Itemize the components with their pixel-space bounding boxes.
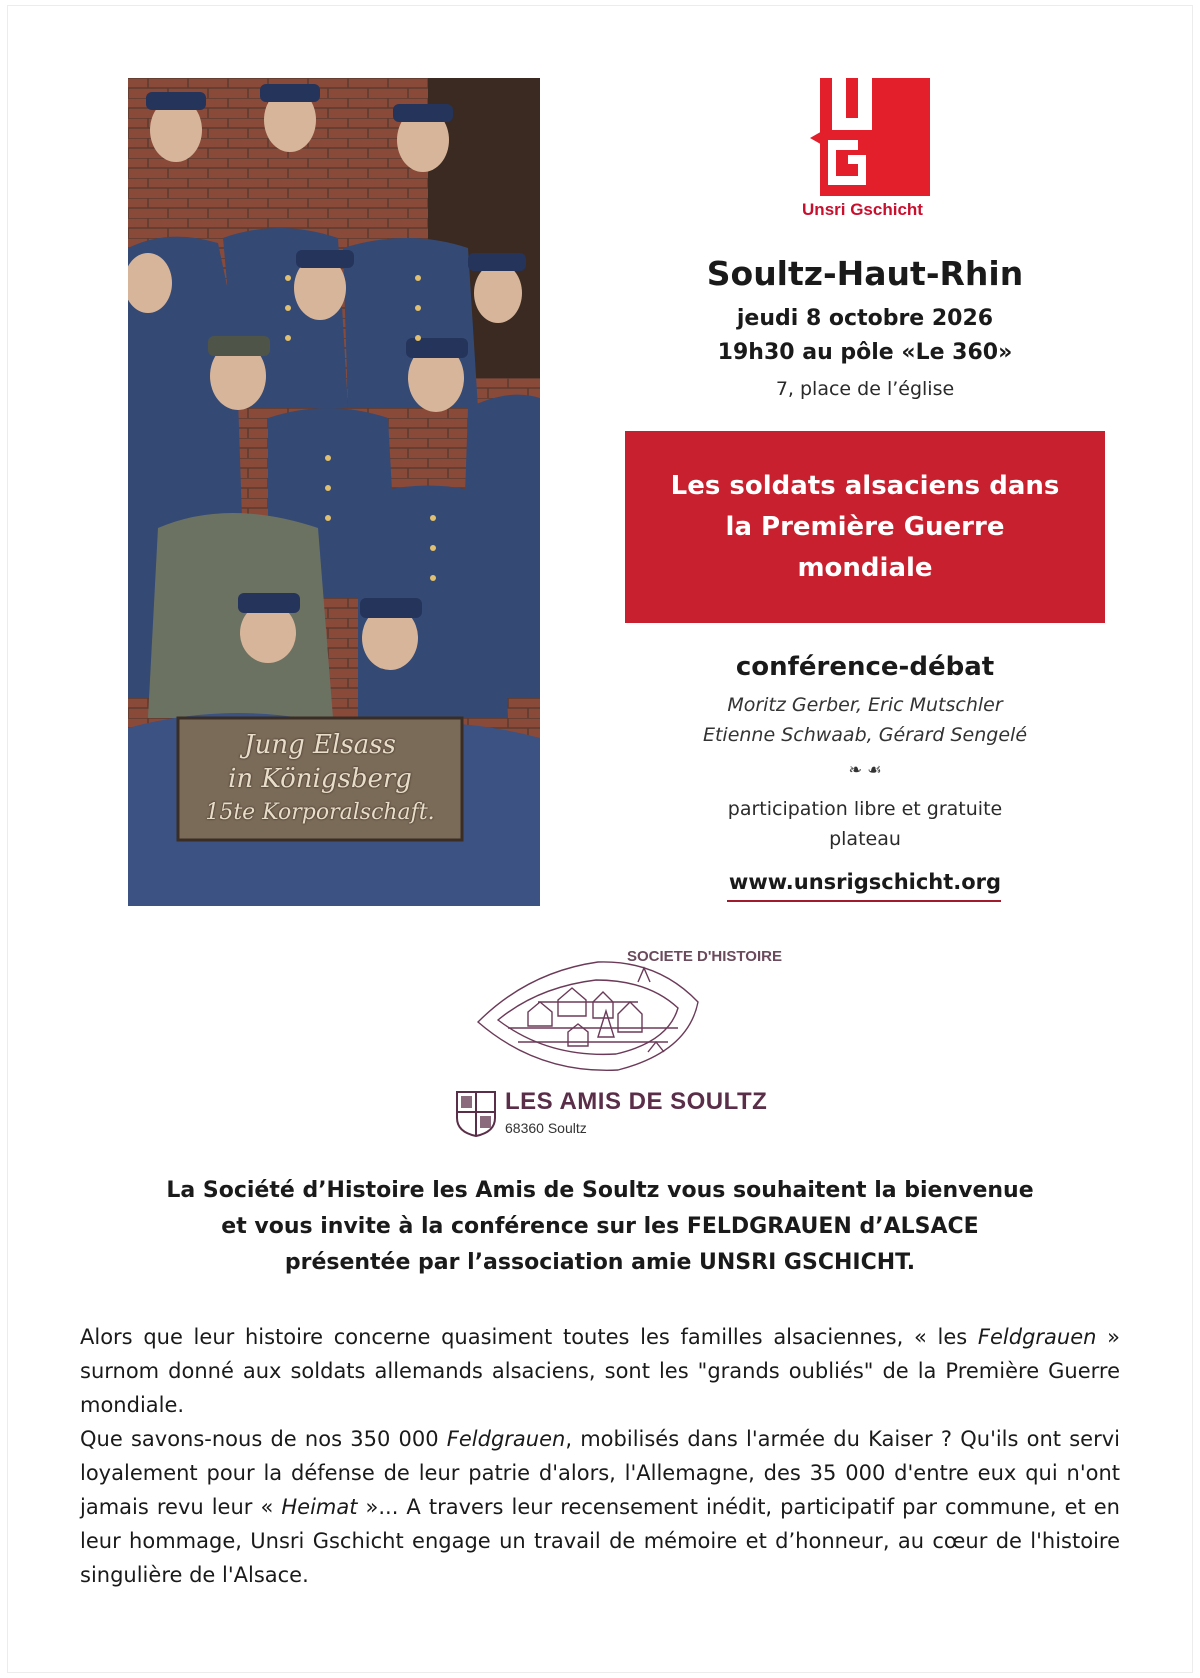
soldiers-photo	[128, 78, 540, 906]
photo-sign	[185, 728, 455, 828]
event-type: conférence-débat	[735, 652, 995, 682]
speakers-line-1: Moritz Gerber, Eric Mutschler	[727, 694, 1003, 716]
society-postal: 68360 Soultz	[505, 1120, 587, 1136]
body-text	[80, 1320, 1120, 1592]
event-title-box	[625, 431, 1105, 623]
body-paragraph-2: Que savons-nous de nos 350 000 Feldgrauen, mobilisés dans l'armée du Kaiser ? Qu'ils ont servi loyalement pour la défense de leur patrie d'alors, l'Allemagne, des 35 000 d'entre eux qui n'ont jamais revu leur « Heimat »... A travers leur recensement inédit, participatif par commune, et en leur hommage, Unsri Gschicht engage un travail de mémoire et d’honneur, au cœur de l'histoire singulière de l'Alsace.	[80, 1427, 1120, 1587]
body-paragraph-1: Alors que leur histoire concerne quasiment toutes les familles alsaciennes, « les Feldgrauen » surnom donné aux soldats allemands alsaciens, sont les "grands oubliés" de la Première Guerre mondiale.	[80, 1325, 1120, 1417]
event-time: 19h30 au pôle «Le 360»	[717, 340, 1013, 365]
ornament-icon: ❧ ☙	[848, 760, 882, 779]
society-label: SOCIETE D'HISTOIRE	[627, 948, 782, 965]
event-date: jeudi 8 octobre 2026	[736, 306, 994, 331]
intro-line-3: présentée par l’association amie UNSRI GSCHICHT.	[284, 1250, 916, 1275]
event-title: Les soldats alsaciens dans la Première Guerre mondiale	[670, 470, 1060, 583]
sign-line-2: in Königsberg	[228, 764, 412, 794]
website-underline	[727, 900, 1001, 902]
intro-line-2: et vous invite à la conférence sur les FELDGRAUEN d’ALSACE	[221, 1214, 979, 1239]
intro-line-1: La Société d’Histoire les Amis de Soultz vous souhaitent la bienvenue	[166, 1178, 1034, 1203]
sign-line-3: 15te Korporalschaft.	[205, 800, 435, 825]
intro-text	[80, 1173, 1120, 1281]
society-name: LES AMIS DE SOULTZ	[505, 1088, 768, 1115]
soultz-crest-icon	[455, 1090, 497, 1138]
plateau-text: plateau	[829, 828, 901, 850]
event-city: Soultz-Haut-Rhin	[706, 254, 1024, 293]
website-link[interactable]: www.unsrigschicht.org	[728, 870, 1002, 894]
participation-text: participation libre et gratuite	[727, 798, 1003, 820]
speakers-line-2: Etienne Schwaab, Gérard Sengelé	[702, 724, 1028, 746]
event-address: 7, place de l’église	[775, 378, 955, 400]
logo-caption: Unsri Gschicht	[802, 200, 923, 219]
sign-line-1: Jung Elsass	[244, 730, 396, 760]
